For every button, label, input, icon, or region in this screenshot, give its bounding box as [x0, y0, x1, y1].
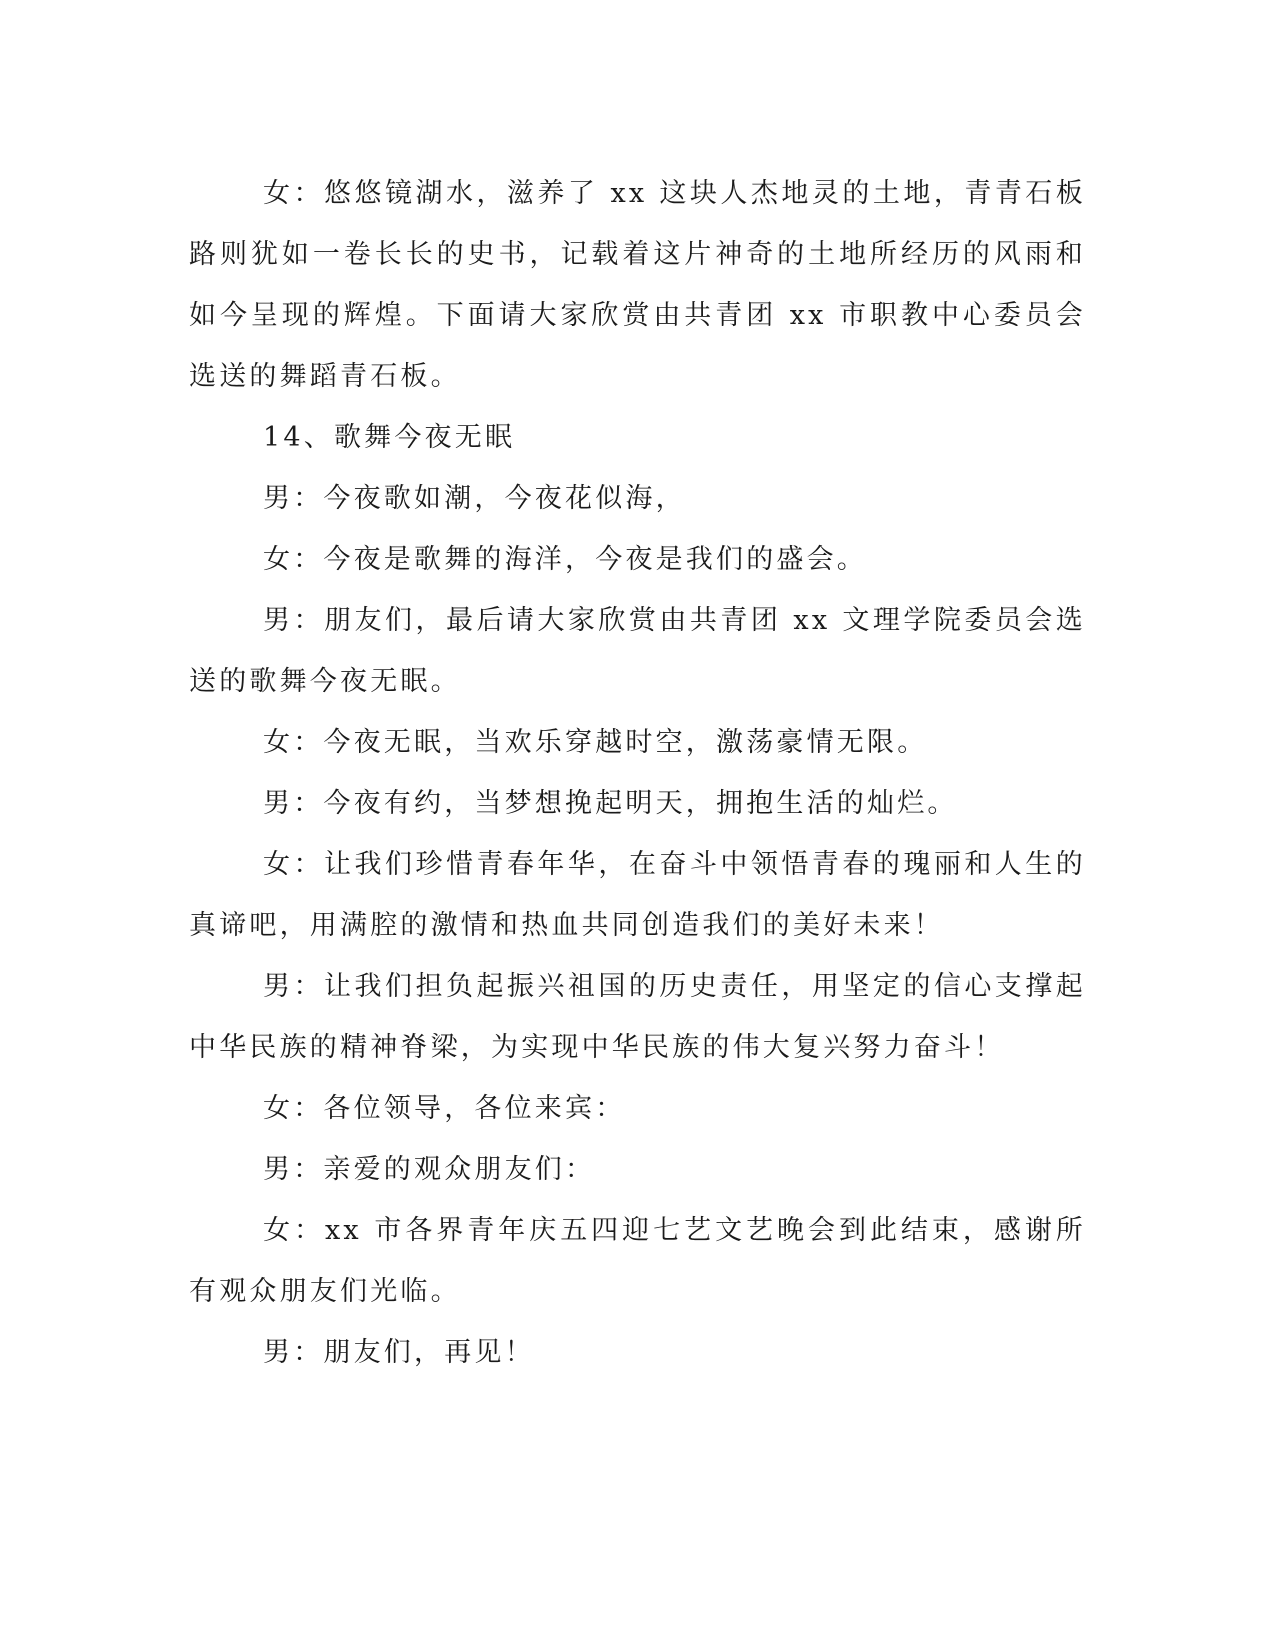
paragraph-male-3: 男：今夜有约，当梦想挽起明天，拥抱生活的灿烂。 — [263, 788, 958, 819]
paragraph-female-1: 女：今夜是歌舞的海洋，今夜是我们的盛会。 — [263, 544, 867, 575]
paragraph-female-2: 女：今夜无眠，当欢乐穿越时空，激荡豪情无限。 — [263, 727, 928, 758]
paragraph-male-5: 男：亲爱的观众朋友们： — [263, 1154, 596, 1185]
section-heading-14: 14、歌舞今夜无眠 — [263, 422, 516, 453]
paragraph-female-3: 女：让我们珍惜青春年华，在奋斗中领悟青春的瑰丽和人生的真谛吧，用满腔的激情和热血共同创造我们的美好未来！ — [189, 849, 1086, 941]
paragraph-male-6: 男：朋友们，再见！ — [263, 1337, 535, 1368]
paragraph-female-4: 女：各位领导，各位来宾： — [263, 1093, 626, 1124]
paragraph-female-5: 女：xx 市各界青年庆五四迎七艺文艺晚会到此结束，感谢所有观众朋友们光临。 — [189, 1215, 1086, 1307]
paragraph-male-1: 男：今夜歌如潮，今夜花似海， — [263, 483, 686, 514]
paragraph-male-2: 男：朋友们，最后请大家欣赏由共青团 xx 文理学院委员会选送的歌舞今夜无眠。 — [189, 605, 1086, 697]
document-body — [189, 163, 1086, 1383]
paragraph-male-4: 男：让我们担负起振兴祖国的历史责任，用坚定的信心支撑起中华民族的精神脊梁，为实现中华民族的伟大复兴努力奋斗！ — [189, 971, 1086, 1063]
paragraph-intro-dance: 女：悠悠镜湖水，滋养了 xx 这块人杰地灵的土地，青青石板路则犹如一卷长长的史书，记载着这片神奇的土地所经历的风雨和如今呈现的辉煌。下面请大家欣赏由共青团 xx 市职教中心委员会选送的舞蹈青石板。 — [189, 178, 1086, 392]
